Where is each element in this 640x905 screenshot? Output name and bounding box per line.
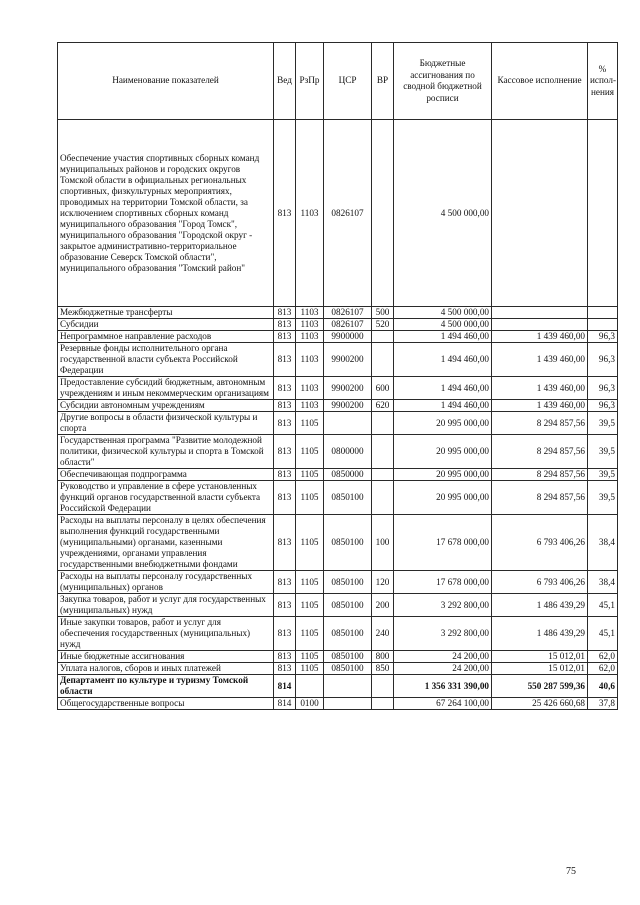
row-name: Непрограммное направление расходов (58, 331, 274, 343)
row-assignment: 3 292 800,00 (394, 617, 492, 651)
row-name: Межбюджетные трансферты (58, 307, 274, 319)
row-rzpr: 1103 (296, 331, 324, 343)
row-csr: 9900000 (324, 331, 372, 343)
row-cash: 8 294 857,56 (492, 481, 588, 515)
table-row (58, 571, 618, 594)
row-csr: 0850100 (324, 663, 372, 675)
row-assignment: 4 500 000,00 (394, 319, 492, 331)
row-vr: 120 (372, 571, 394, 594)
row-rzpr: 0100 (296, 698, 324, 710)
row-cash (492, 120, 588, 307)
row-csr: 0850100 (324, 651, 372, 663)
row-cash: 15 012,01 (492, 651, 588, 663)
row-rzpr: 1105 (296, 469, 324, 481)
row-name: Обеспечивающая подпрограмма (58, 469, 274, 481)
row-assignment: 20 995 000,00 (394, 435, 492, 469)
row-csr: 0826107 (324, 120, 372, 307)
row-csr: 9900200 (324, 400, 372, 412)
row-percent: 45,1 (588, 617, 618, 651)
table-row (58, 319, 618, 331)
row-vr: 800 (372, 651, 394, 663)
row-ved: 813 (274, 515, 296, 571)
header-rzpr: РзПр (296, 43, 324, 120)
header-cash-execution: Кассовое исполнение (492, 43, 588, 120)
row-rzpr: 1103 (296, 343, 324, 377)
row-cash: 15 012,01 (492, 663, 588, 675)
row-name: Субсидии (58, 319, 274, 331)
row-csr: 0826107 (324, 319, 372, 331)
row-rzpr: 1105 (296, 651, 324, 663)
row-percent: 62,0 (588, 651, 618, 663)
row-rzpr: 1103 (296, 377, 324, 400)
row-cash: 6 793 406,26 (492, 515, 588, 571)
row-ved: 813 (274, 377, 296, 400)
row-rzpr: 1105 (296, 663, 324, 675)
table-row (58, 515, 618, 571)
table-row (58, 698, 618, 710)
row-vr: 850 (372, 663, 394, 675)
row-vr: 620 (372, 400, 394, 412)
row-ved: 813 (274, 571, 296, 594)
row-assignment: 24 200,00 (394, 651, 492, 663)
row-csr (324, 675, 372, 698)
row-name: Иные бюджетные ассигнования (58, 651, 274, 663)
row-vr (372, 120, 394, 307)
row-vr: 520 (372, 319, 394, 331)
row-percent: 39,5 (588, 412, 618, 435)
header-csr: ЦСР (324, 43, 372, 120)
row-percent: 39,5 (588, 435, 618, 469)
row-rzpr: 1105 (296, 515, 324, 571)
row-assignment: 20 995 000,00 (394, 469, 492, 481)
row-percent (588, 120, 618, 307)
row-percent: 39,5 (588, 469, 618, 481)
row-name: Иные закупки товаров, работ и услуг для обеспечения государственных (муниципальных) нужд (58, 617, 274, 651)
row-csr: 0850000 (324, 469, 372, 481)
row-assignment: 1 494 460,00 (394, 331, 492, 343)
table-row (58, 469, 618, 481)
table-row (58, 307, 618, 319)
row-ved: 813 (274, 663, 296, 675)
row-rzpr: 1103 (296, 319, 324, 331)
table-row-department (58, 675, 618, 698)
row-csr: 0850100 (324, 481, 372, 515)
table-row (58, 617, 618, 651)
table-row (58, 120, 618, 307)
row-percent: 38,4 (588, 571, 618, 594)
table-row (58, 400, 618, 412)
row-csr: 0800000 (324, 435, 372, 469)
table-row (58, 343, 618, 377)
row-vr (372, 698, 394, 710)
row-vr (372, 675, 394, 698)
row-ved: 813 (274, 481, 296, 515)
table-row (58, 412, 618, 435)
row-percent: 39,5 (588, 481, 618, 515)
row-name: Другие вопросы в области физической культуры и спорта (58, 412, 274, 435)
row-assignment: 4 500 000,00 (394, 120, 492, 307)
header-percent: % испол- нения (588, 43, 618, 120)
page-number: 75 (566, 866, 576, 877)
row-rzpr: 1105 (296, 481, 324, 515)
header-vr: ВР (372, 43, 394, 120)
row-csr: 0826107 (324, 307, 372, 319)
row-name: Уплата налогов, сборов и иных платежей (58, 663, 274, 675)
row-cash (492, 307, 588, 319)
row-vr: 240 (372, 617, 394, 651)
row-vr: 200 (372, 594, 394, 617)
row-ved: 813 (274, 617, 296, 651)
row-assignment: 17 678 000,00 (394, 571, 492, 594)
row-cash: 1 439 460,00 (492, 400, 588, 412)
row-vr (372, 435, 394, 469)
row-vr (372, 343, 394, 377)
row-assignment: 4 500 000,00 (394, 307, 492, 319)
row-vr: 600 (372, 377, 394, 400)
row-rzpr: 1103 (296, 120, 324, 307)
row-ved: 814 (274, 675, 296, 698)
table-row (58, 435, 618, 469)
table-row (58, 594, 618, 617)
row-ved: 813 (274, 307, 296, 319)
row-name: Резервные фонды исполнительного органа государственной власти субъекта Российской Федерации (58, 343, 274, 377)
row-name: Расходы на выплаты персоналу в целях обеспечения выполнения функций государственными (муниципальными) органами, казенными учреждениями, органами управления государственными внебюджетными фондами (58, 515, 274, 571)
row-ved: 813 (274, 435, 296, 469)
row-name: Расходы на выплаты персоналу государственных (муниципальных) органов (58, 571, 274, 594)
header-assignments: Бюджетные ассигнования по сводной бюджетной росписи (394, 43, 492, 120)
row-percent: 62,0 (588, 663, 618, 675)
row-ved: 814 (274, 698, 296, 710)
row-cash: 25 426 660,68 (492, 698, 588, 710)
row-name: Департамент по культуре и туризму Томской области (58, 675, 274, 698)
row-assignment: 1 356 331 390,00 (394, 675, 492, 698)
row-ved: 813 (274, 594, 296, 617)
row-name: Субсидии автономным учреждениям (58, 400, 274, 412)
row-cash: 1 439 460,00 (492, 331, 588, 343)
row-csr (324, 412, 372, 435)
table-row (58, 331, 618, 343)
row-percent: 96,3 (588, 331, 618, 343)
row-percent (588, 319, 618, 331)
row-cash: 1 439 460,00 (492, 377, 588, 400)
row-vr (372, 481, 394, 515)
row-rzpr: 1105 (296, 594, 324, 617)
table-row (58, 481, 618, 515)
row-rzpr (296, 675, 324, 698)
budget-execution-table (57, 42, 618, 710)
row-cash: 1 486 439,29 (492, 594, 588, 617)
row-assignment: 1 494 460,00 (394, 343, 492, 377)
row-name: Общегосударственные вопросы (58, 698, 274, 710)
row-cash: 8 294 857,56 (492, 435, 588, 469)
row-csr: 0850100 (324, 594, 372, 617)
row-ved: 813 (274, 319, 296, 331)
row-rzpr: 1105 (296, 617, 324, 651)
header-name: Наименование показателей (58, 43, 274, 120)
header-ved: Вед (274, 43, 296, 120)
row-ved: 813 (274, 331, 296, 343)
row-assignment: 20 995 000,00 (394, 481, 492, 515)
row-csr: 0850100 (324, 515, 372, 571)
row-rzpr: 1105 (296, 435, 324, 469)
row-percent (588, 307, 618, 319)
row-name: Государственная программа "Развитие молодежной политики, физической культуры и спорта в Томской области" (58, 435, 274, 469)
row-cash: 8 294 857,56 (492, 412, 588, 435)
row-percent: 45,1 (588, 594, 618, 617)
row-assignment: 20 995 000,00 (394, 412, 492, 435)
row-rzpr: 1103 (296, 307, 324, 319)
row-vr (372, 331, 394, 343)
table-header-row (58, 43, 618, 120)
row-vr: 100 (372, 515, 394, 571)
table-row (58, 377, 618, 400)
row-percent: 96,3 (588, 377, 618, 400)
row-cash: 6 793 406,26 (492, 571, 588, 594)
row-assignment: 24 200,00 (394, 663, 492, 675)
row-rzpr: 1103 (296, 400, 324, 412)
table-row (58, 663, 618, 675)
row-rzpr: 1105 (296, 571, 324, 594)
row-csr: 9900200 (324, 377, 372, 400)
row-cash: 8 294 857,56 (492, 469, 588, 481)
row-ved: 813 (274, 120, 296, 307)
row-vr: 500 (372, 307, 394, 319)
row-vr (372, 469, 394, 481)
row-vr (372, 412, 394, 435)
row-name: Руководство и управление в сфере установленных функций органов государственной власти субъекта Российской Федерации (58, 481, 274, 515)
row-name: Закупка товаров, работ и услуг для государственных (муниципальных) нужд (58, 594, 274, 617)
row-cash: 550 287 599,36 (492, 675, 588, 698)
row-rzpr: 1105 (296, 412, 324, 435)
row-percent: 96,3 (588, 400, 618, 412)
row-cash: 1 439 460,00 (492, 343, 588, 377)
row-assignment: 17 678 000,00 (394, 515, 492, 571)
row-csr: 9900200 (324, 343, 372, 377)
row-cash: 1 486 439,29 (492, 617, 588, 651)
row-percent: 40,6 (588, 675, 618, 698)
row-ved: 813 (274, 343, 296, 377)
row-ved: 813 (274, 651, 296, 663)
table-row (58, 651, 618, 663)
row-name: Предоставление субсидий бюджетным, автономным учреждениям и иным некоммерческим организациям (58, 377, 274, 400)
row-assignment: 3 292 800,00 (394, 594, 492, 617)
row-ved: 813 (274, 400, 296, 412)
row-percent: 37,8 (588, 698, 618, 710)
row-csr (324, 698, 372, 710)
row-percent: 38,4 (588, 515, 618, 571)
row-cash (492, 319, 588, 331)
row-percent: 96,3 (588, 343, 618, 377)
row-assignment: 1 494 460,00 (394, 377, 492, 400)
row-assignment: 67 264 100,00 (394, 698, 492, 710)
row-ved: 813 (274, 412, 296, 435)
row-csr: 0850100 (324, 571, 372, 594)
row-name: Обеспечение участия спортивных сборных команд муниципальных районов и городских округов Томской области в официальных региональных спортивных, физкультурных мероприятиях, проводимых на территории Томской области, за исключением спортивных сборных команд муниципального образования "Город Томск", муниципального образования "Городской округ - закрытое административно-территориальное образование Северск Томской области", муниципального образования "Томский район" (58, 120, 274, 307)
row-assignment: 1 494 460,00 (394, 400, 492, 412)
row-ved: 813 (274, 469, 296, 481)
row-csr: 0850100 (324, 617, 372, 651)
